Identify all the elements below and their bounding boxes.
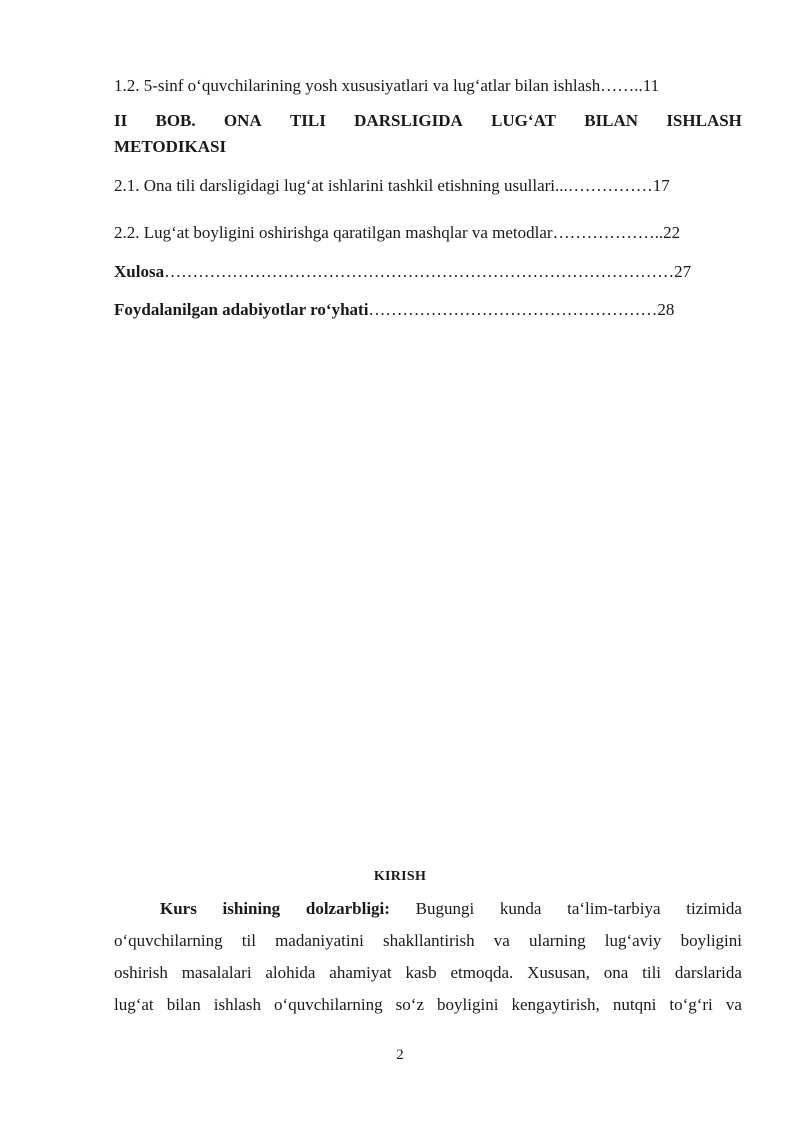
word: bilan [166,995,201,1014]
toc-chapter-2-line-1 [114,111,742,131]
word: darslarida [674,963,742,982]
word: boyligini [437,995,499,1014]
word: so‘z [395,995,424,1014]
word: Kurs [160,899,197,918]
chapter-word: TILI [289,111,326,130]
chapter-word: ONA [223,111,262,130]
word: lug‘aviy [604,931,662,950]
word: ahamiyat [329,963,392,982]
word: kengaytirish, [511,995,600,1014]
toc-references-leader: ……………………………………………28 [368,300,675,319]
toc-item-1-2: 1.2. 5-sinf o‘quvchilarining yosh xususiyatlari va lug‘atlar bilan ishlash……..11 [114,76,660,95]
word: va [493,931,510,950]
page-number: 2 [396,1047,404,1063]
chapter-word: BOB. [155,111,196,130]
paragraph-line-1 [114,893,742,925]
toc-conclusion-leader: ………………………………………………………………………………27 [164,262,692,281]
word: oshirish [114,963,168,982]
chapter-word: ISHLASH [666,111,742,130]
chapter-word: BILAN [584,111,639,130]
toc-item-2-2: 2.2. Lug‘at boyligini oshirishga qaratilgan mashqlar va metodlar………………..22 [114,223,681,242]
word: boyligini [680,931,742,950]
word: kasb [405,963,437,982]
toc-references-title: Foydalanilgan adabiyotlar ro‘yhati [114,300,369,319]
word: kunda [499,899,542,918]
word: to‘g‘ri [669,995,713,1014]
word: dolzarbligi: [305,899,390,918]
word: ishining [222,899,281,918]
word: lug‘at [114,995,154,1014]
word: tizimida [686,899,742,918]
toc-conclusion-title: Xulosa [114,262,165,281]
toc-item-conclusion [114,262,691,282]
toc-item-references [114,300,674,320]
word: o‘quvchilarning [114,931,223,950]
toc-chapter-2 [114,111,742,157]
chapter-word: II [114,111,128,130]
chapter-word: LUG‘AT [491,111,556,130]
word: ularning [528,931,586,950]
word: shakllantirish [383,931,475,950]
chapter-word: DARSLIGIDA [354,111,463,130]
word: va [725,995,742,1014]
intro-paragraph [114,893,742,1021]
word: o‘quvchilarning [274,995,383,1014]
paragraph-line-4 [114,989,742,1021]
word: Bugungi [415,899,475,918]
word: masalalari [181,963,252,982]
intro-heading: KIRISH [373,869,427,884]
toc-item-2-1: 2.1. Ona tili darsligidagi lug‘at ishlarini tashkil etishning usullari...……………17 [114,176,670,195]
word: til [241,931,256,950]
word: ishlash [213,995,261,1014]
word: Xususan, [527,963,590,982]
word: alohida [265,963,316,982]
word: ta‘lim-tarbiya [567,899,661,918]
word: ona [603,963,629,982]
word: madaniyatini [275,931,364,950]
word: etmoqda. [450,963,514,982]
word: tili [642,963,662,982]
word: nutqni [612,995,657,1014]
paragraph-line-3 [114,957,742,989]
toc-chapter-2-line-2: METODIKASI [114,137,227,156]
paragraph-line-2 [114,925,742,957]
